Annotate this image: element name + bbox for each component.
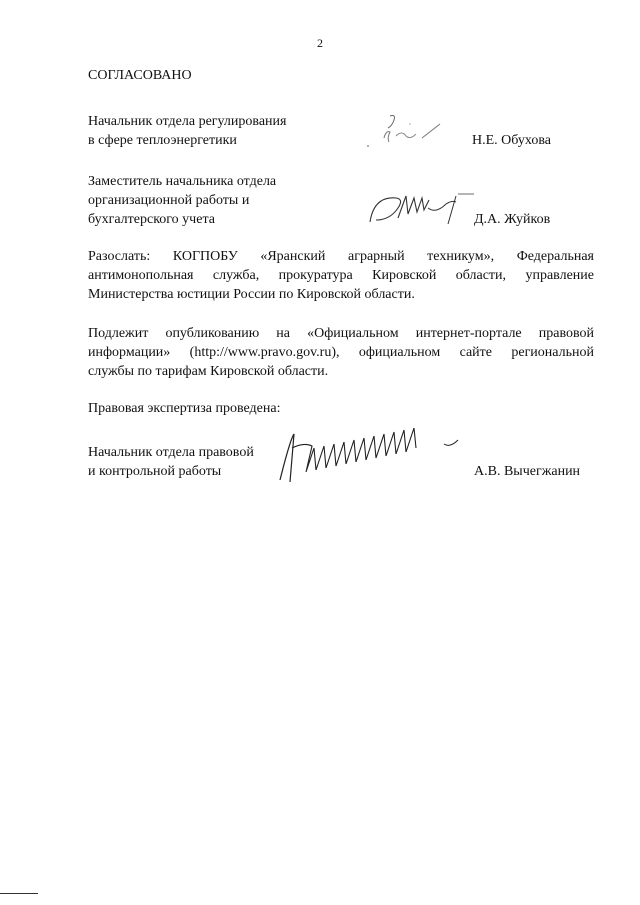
approver-2-title-line-3: бухгалтерского учета	[88, 212, 215, 227]
approver-2-title-line-1: Заместитель начальника отдела	[88, 174, 277, 189]
page-number: 2	[317, 36, 323, 50]
approver-1-title-line-1: Начальник отдела регулирования	[88, 114, 287, 129]
approver-2-title-line-2: организационной работы и	[88, 193, 250, 208]
distribution-line-3: Министерства юстиции России по Кировской области.	[88, 287, 415, 302]
distribution-line-2: антимонопольная служба, прокуратура Кировской области, управление	[88, 268, 594, 283]
publication-paragraph	[88, 324, 594, 381]
approver-1-title-line-2: в сфере теплоэнергетики	[88, 133, 237, 148]
publication-line-1: Подлежит опубликованию на «Официальном интернет-портале правовой	[88, 326, 594, 341]
approver-2-name: Д.А. Жуйков	[474, 212, 551, 227]
legal-signatory-name: А.В. Вычегжанин	[474, 464, 581, 479]
signature-vychegzhanin	[276, 428, 466, 484]
approval-heading: СОГЛАСОВАНО	[88, 68, 192, 83]
signature-obukhova	[362, 110, 462, 152]
legal-signatory-title-line-1: Начальник отдела правовой	[88, 445, 254, 460]
distribution-paragraph	[88, 247, 594, 304]
legal-review-statement: Правовая экспертиза проведена:	[88, 401, 281, 416]
publication-line-3: службы по тарифам Кировской области.	[88, 364, 329, 379]
legal-signatory-title-line-2: и контрольной работы	[88, 464, 222, 479]
signature-zhuykov	[366, 186, 478, 230]
distribution-line-1: Разослать: КОГПОБУ «Яранский аграрный техникум», Федеральная	[88, 249, 594, 264]
publication-line-2: информации» (http://www.pravo.gov.ru), официальном сайте региональной	[88, 345, 594, 360]
bottom-edge-mark	[0, 893, 38, 894]
approver-1-name: Н.Е. Обухова	[472, 133, 551, 148]
